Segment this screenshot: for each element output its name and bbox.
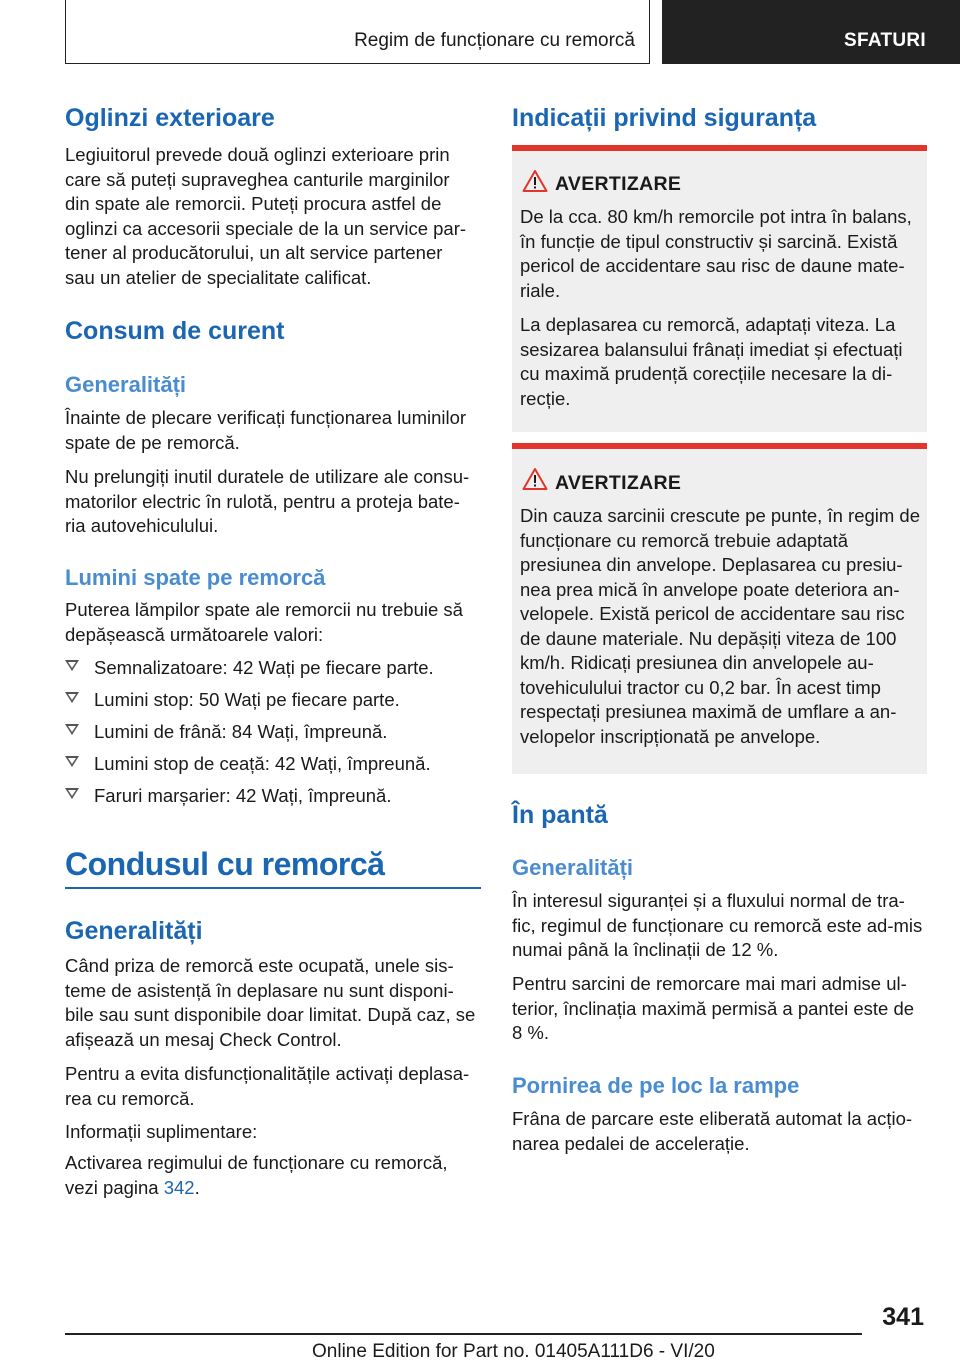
footer-divider: [65, 1333, 862, 1335]
list-item: Lumini stop de ceață: 42 Wați, împreună.: [65, 752, 431, 776]
header-tab-label: SFATURI: [844, 30, 926, 51]
warning-1-paragraph-1: De la cca. 80 km/h remorcile pot intra în balans, în funcție de tipul constructiv și sarcină. Există pericol de accidentare sau risc de daune mate-riale.: [520, 206, 912, 301]
page-342-link[interactable]: 342: [163, 1176, 195, 1198]
header-section-title: Regim de funcționare cu remorcă: [354, 30, 635, 51]
condusul-heading: Condusul cu remorcă: [65, 846, 385, 882]
list-item: Lumini de frână: 84 Wați, împreună.: [65, 720, 387, 744]
lumini-heading: Lumini spate pe remorcă: [65, 565, 326, 590]
header-tab: [662, 0, 960, 64]
bullet-triangle-icon: [65, 756, 79, 767]
consum-heading: Consum de curent: [65, 317, 285, 345]
warning-box-1: [512, 145, 927, 432]
header-section-box: [65, 0, 650, 64]
bullet-triangle-icon: [65, 660, 79, 671]
warning-bar: [512, 145, 927, 151]
pornirea-heading: Pornirea de pe loc la rampe: [512, 1073, 800, 1098]
consum-paragraph-1: Înainte de plecare verificați funcționarea luminilor spate de pe remorcă.: [65, 407, 467, 453]
gen2-paragraph-4: Activarea regimului de funcționare cu remorcă, vezi pagina 342.: [65, 1152, 448, 1198]
generalitati-heading: Generalități: [65, 372, 187, 397]
page-number: 341: [882, 1303, 924, 1331]
list-item: Semnalizatoare: 42 Wați pe fiecare parte.: [65, 656, 434, 680]
heading-divider: [65, 887, 481, 889]
generalitati-2-heading: Generalități: [65, 917, 203, 945]
lumini-text: Puterea lămpilor spate ale remorcii nu trebuie să depășească următoarele valori:: [65, 599, 463, 645]
gen2-paragraph-2: Pentru a evita disfuncționalitățile activați deplasa-rea cu remorcă.: [65, 1063, 470, 1109]
generalitati-3-heading: Generalități: [512, 855, 634, 880]
warning-box-2: [512, 443, 927, 774]
warning-1-title: AVERTIZARE: [555, 173, 682, 195]
warning-triangle-icon: [522, 467, 548, 491]
panta-heading: În pantă: [512, 801, 608, 829]
oglinzi-text: Legiuitorul prevede două oglinzi exterioare prin care să puteți supraveghea canturile marginilor din spate ale remorcii. Puteți procura astfel de oglinzi ca accesorii speciale de la un service par-tener al producătorului, un alt service partener sau un atelier de specialitate calificat.: [65, 144, 467, 288]
oglinzi-heading: Oglinzi exterioare: [65, 104, 275, 132]
gen2-paragraph-1: Când priza de remorcă este ocupată, unele sis-teme de asistență în deplasare nu sunt disponi-bile sau sunt disponibile doar limitat. După caz, se afișează un mesaj Check Control.: [65, 955, 476, 1050]
gen3-paragraph-1: În interesul siguranței și a fluxului normal de tra-fic, regimul de funcționare cu remorcă este ad-mis numai până la înclinații de 12 %.: [512, 890, 923, 960]
pornirea-text: Frâna de parcare este eliberată automat la acțio-narea pedalei de accelerație.: [512, 1108, 913, 1154]
warning-2-paragraph: Din cauza sarcinii crescute pe punte, în regim de funcționare cu remorcă trebuie adaptată presiunea din anvelope. Deplasarea cu presiu-nea prea mică în anvelope poate deteriora an-velopele. Există pericol de accidentare sau risc de daune materiale. Nu depășiți viteza de 100 km/h. Ridicați presiunea din anvelopele au-tovehiculului tractor cu 0,2 bar. În acest timp respectați presiunea maximă de umflare a an-velopelor inscripționată pe anvelope.: [520, 505, 921, 747]
bullet-triangle-icon: [65, 788, 79, 799]
list-item: Faruri marșarier: 42 Wați, împreună.: [65, 784, 391, 808]
warning-2-title: AVERTIZARE: [555, 472, 682, 494]
footer-edition: Online Edition for Part no. 01405A111D6 - VI/20: [312, 1341, 715, 1362]
warning-triangle-icon: [522, 169, 548, 193]
warning-1-paragraph-2: La deplasarea cu remorcă, adaptați viteza. La sesizarea balansului frânați imediat și efectuați cu maximă prudență corecțiile necesare la di-recție.: [520, 314, 903, 409]
bullet-triangle-icon: [65, 692, 79, 703]
consum-paragraph-2: Nu prelungiți inutil duratele de utilizare ale consu-matorilor electric în rulotă, pentru a proteja bate-ria autovehiculului.: [65, 466, 470, 536]
warning-bar: [512, 443, 927, 449]
gen3-paragraph-2: Pentru sarcini de remorcare mai mari admise ul-terior, înclinația maximă permisă a pantei este de 8 %.: [512, 973, 915, 1043]
bullet-triangle-icon: [65, 724, 79, 735]
indicatii-heading: Indicații privind siguranța: [512, 104, 817, 132]
gen2-paragraph-3: Informații suplimentare:: [65, 1121, 258, 1142]
list-item: Lumini stop: 50 Wați pe fiecare parte.: [65, 688, 400, 712]
